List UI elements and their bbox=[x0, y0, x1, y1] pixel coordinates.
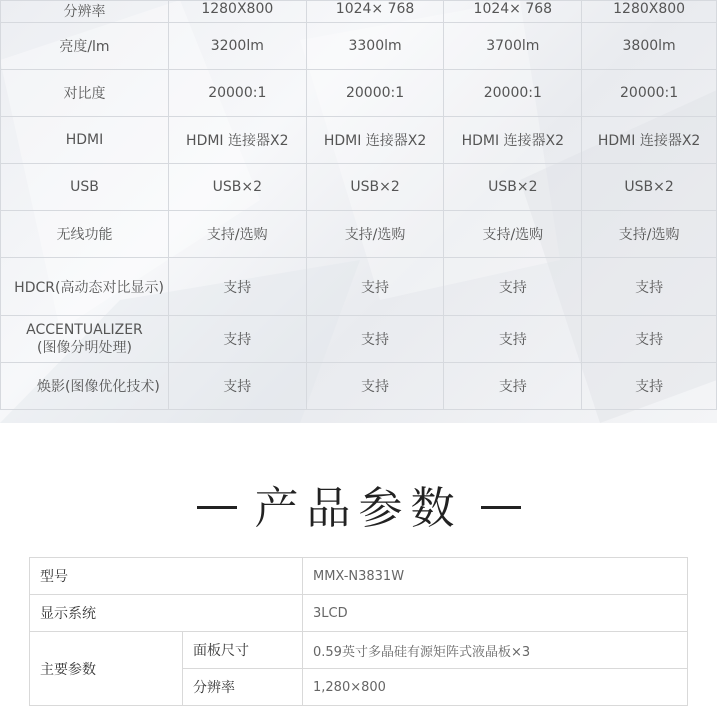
row-label-line1: ACCENTUALIZER bbox=[26, 322, 143, 338]
row-label: 亮度/lm bbox=[1, 23, 169, 70]
cell: 3700lm bbox=[444, 23, 582, 70]
row-label: 无线功能 bbox=[1, 211, 169, 258]
cell: HDMI 连接器X2 bbox=[582, 117, 717, 164]
cell: 20000:1 bbox=[444, 70, 582, 117]
table-row bbox=[30, 558, 688, 595]
cell: 1024× 768 bbox=[444, 1, 582, 23]
table-row bbox=[1, 23, 717, 70]
spec-value: 3LCD bbox=[303, 595, 688, 632]
row-label: HDCR(高动态对比显示) bbox=[1, 258, 169, 316]
spec-table bbox=[29, 557, 688, 706]
table-row bbox=[1, 363, 717, 410]
cell: 1024× 768 bbox=[306, 1, 444, 23]
cell: 支持 bbox=[168, 316, 306, 363]
cell: 1280X800 bbox=[168, 1, 306, 23]
cell: 20000:1 bbox=[582, 70, 717, 117]
cell: USB×2 bbox=[444, 164, 582, 211]
spec-value: 1,280×800 bbox=[303, 669, 688, 706]
table-row bbox=[1, 258, 717, 316]
row-label bbox=[1, 316, 169, 363]
row-label: 对比度 bbox=[1, 70, 169, 117]
title-dash-right bbox=[481, 506, 521, 509]
cell: 20000:1 bbox=[168, 70, 306, 117]
cell: 支持/选购 bbox=[168, 211, 306, 258]
cell: HDMI 连接器X2 bbox=[444, 117, 582, 164]
row-label: 分辨率 bbox=[1, 1, 169, 23]
spec-value: 0.59英寸多晶硅有源矩阵式液晶板×3 bbox=[303, 632, 688, 669]
table-row bbox=[1, 164, 717, 211]
spec-label: 型号 bbox=[30, 558, 303, 595]
row-label-line2: (图像分明处理) bbox=[36, 340, 132, 356]
cell: 支持 bbox=[582, 258, 717, 316]
cell: 3200lm bbox=[168, 23, 306, 70]
row-label: 焕影(图像优化技术) bbox=[1, 363, 169, 410]
cell: USB×2 bbox=[306, 164, 444, 211]
cell: USB×2 bbox=[582, 164, 717, 211]
cell: 支持 bbox=[306, 258, 444, 316]
spec-sub-label: 分辨率 bbox=[183, 669, 303, 706]
row-label: HDMI bbox=[1, 117, 169, 164]
table-row bbox=[30, 632, 688, 669]
cell: 支持 bbox=[306, 316, 444, 363]
cell: 支持 bbox=[444, 363, 582, 410]
spec-value: MMX-N3831W bbox=[303, 558, 688, 595]
title-dash-left bbox=[197, 506, 237, 509]
cell: HDMI 连接器X2 bbox=[306, 117, 444, 164]
table-row bbox=[1, 70, 717, 117]
cell: 支持/选购 bbox=[582, 211, 717, 258]
cell: 支持/选购 bbox=[306, 211, 444, 258]
spec-group-label: 主要参数 bbox=[30, 632, 183, 706]
cell: 20000:1 bbox=[306, 70, 444, 117]
table-row bbox=[1, 117, 717, 164]
section-title bbox=[0, 472, 717, 536]
table-row bbox=[1, 316, 717, 363]
cell: 支持 bbox=[582, 316, 717, 363]
spec-sub-label: 面板尺寸 bbox=[183, 632, 303, 669]
cell: 支持 bbox=[582, 363, 717, 410]
section-title-text: 产品参数 bbox=[254, 483, 463, 534]
cell: 支持 bbox=[444, 316, 582, 363]
cell: 支持 bbox=[168, 258, 306, 316]
cell: HDMI 连接器X2 bbox=[168, 117, 306, 164]
cell: USB×2 bbox=[168, 164, 306, 211]
row-label: USB bbox=[1, 164, 169, 211]
table-row bbox=[1, 211, 717, 258]
table-row bbox=[30, 595, 688, 632]
cell: 支持 bbox=[168, 363, 306, 410]
cell: 3300lm bbox=[306, 23, 444, 70]
cell: 支持 bbox=[444, 258, 582, 316]
cell: 支持/选购 bbox=[444, 211, 582, 258]
spec-label: 显示系统 bbox=[30, 595, 303, 632]
cell: 1280X800 bbox=[582, 1, 717, 23]
table-row bbox=[1, 1, 717, 23]
cell: 支持 bbox=[306, 363, 444, 410]
cell: 3800lm bbox=[582, 23, 717, 70]
